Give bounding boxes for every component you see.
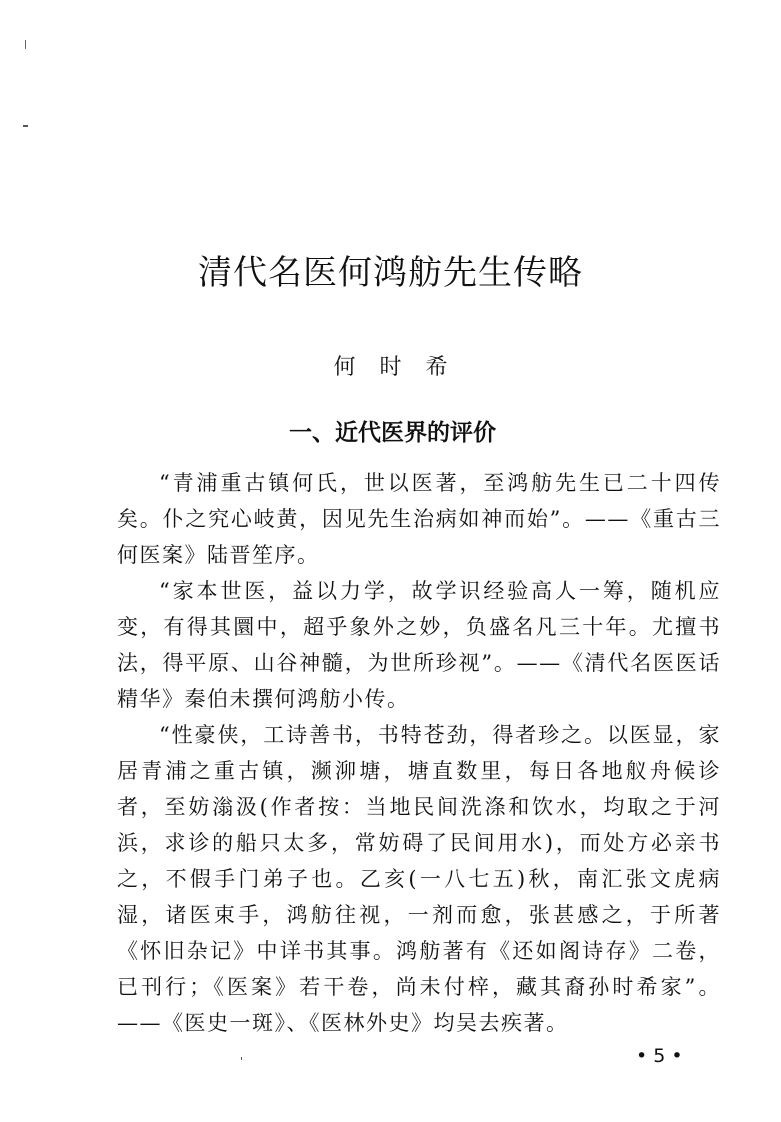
scan-artifact-mark <box>241 1057 242 1060</box>
author-name: 何时希 <box>333 355 472 380</box>
paragraph-1: “青浦重古镇何氏，世以医著，至鸿舫先生已二十四传矣。仆之究心岐黄，因见先生治病如神而始”。——《重古三何医案》陆晋笙序。 <box>117 471 721 567</box>
scan-artifact-mark <box>25 40 28 49</box>
section-heading: 一、近代医界的评价 <box>289 420 496 446</box>
scan-artifact-mark <box>23 125 28 127</box>
page-number: • 5 • <box>636 1045 683 1067</box>
paragraph-3: “性豪侠，工诗善书，书特苍劲，得者珍之。以医显，家居青浦之重古镇，濒泖塘，塘直数里，每日各地舣舟候诊者，至妨滃汲(作者按：当地民间洗涤和饮水，均取之于河浜，求诊的船只太多，常妨碍了民间用水)，而处方必亲书之，不假手门弟子也。乙亥(一八七五)秋，南汇张文虎病湿，诸医束手，鸿舫往视，一剂而愈，张甚感之，于所著《怀旧杂记》中详书其事。鸿舫著有《还如阁诗存》二卷，已刊行；《医案》若干卷，尚未付梓，藏其裔孙时希家”。——《医史一斑》、《医林外史》均吴去疾著。 <box>117 723 721 1035</box>
body-text <box>117 465 721 1041</box>
paragraph-2: “家本世医，益以力学，故学识经验高人一筹，随机应变，有得其圜中，超乎象外之妙，负盛名凡三十年。尤擅书法，得平原、山谷神髓，为世所珍视”。——《清代名医医话精华》秦伯未撰何鸿舫小传。 <box>117 579 721 711</box>
article-title: 清代名医何鸿舫先生传略 <box>198 253 583 293</box>
